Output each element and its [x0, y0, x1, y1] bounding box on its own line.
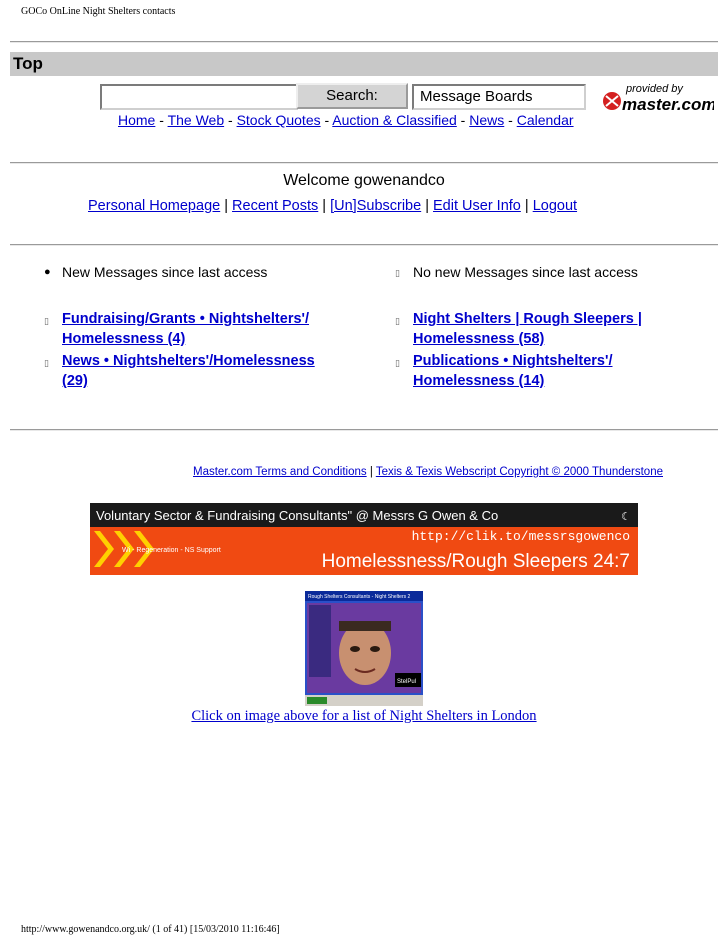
- user-links: [88, 198, 577, 214]
- footer-links: [193, 466, 663, 478]
- banner-small-text: Wi - Regeneration - NS Support: [122, 547, 221, 554]
- board-night-shelters[interactable]: Night Shelters | Rough Sleepers | Homelessness (58): [413, 311, 642, 347]
- personal-homepage-link[interactable]: Personal Homepage: [88, 198, 221, 214]
- nav-links: [118, 112, 574, 128]
- nav-sep: -: [504, 112, 517, 128]
- top-label: Top: [13, 54, 43, 73]
- search-button[interactable]: Search:: [296, 83, 408, 109]
- no-new-messages-icon: ▯: [395, 268, 400, 278]
- nav-sep: -: [155, 112, 168, 128]
- provider-line1: provided by: [626, 83, 683, 95]
- nav-calendar[interactable]: Calendar: [516, 112, 574, 128]
- divider: [10, 162, 718, 164]
- nav-sep: -: [320, 112, 333, 128]
- divider: [10, 41, 718, 43]
- new-messages-label: New Messages since last access: [62, 264, 268, 280]
- board-icon: ▯: [44, 358, 49, 368]
- terms-link[interactable]: Master.com Terms and Conditions: [193, 466, 367, 478]
- nav-sep: -: [456, 112, 470, 128]
- board-fundraising-grants[interactable]: Fundraising/Grants • Nightshelters'/ Homelessness (4): [62, 311, 310, 347]
- board-icon: ▯: [395, 316, 400, 326]
- board-icon: ▯: [44, 316, 49, 326]
- top-bar: [10, 52, 718, 76]
- nav-auction[interactable]: Auction & Classified: [332, 112, 457, 128]
- nav-sep: -: [224, 112, 237, 128]
- night-shelters-photo[interactable]: [305, 591, 423, 706]
- banner-url-text: http://clik.to/messrsgowenco: [411, 529, 630, 544]
- subscribe-link[interactable]: [Un]Subscribe: [330, 198, 422, 214]
- welcome-message: Welcome gowenandco: [283, 172, 445, 189]
- new-messages-bullet-icon: ●: [44, 266, 51, 278]
- board-publications[interactable]: Publications • Nightshelters'/ Homelessness (14): [413, 353, 613, 389]
- board-news[interactable]: News • Nightshelters'/Homelessness (29): [62, 353, 315, 389]
- provider-line2: master.com: [622, 95, 714, 114]
- photo-caption-link[interactable]: Click on image above for a list of Night Shelters in London: [191, 708, 537, 724]
- copyright-link[interactable]: Texis & Texis Webscript Copyright © 2000 Thunderstone: [375, 466, 663, 478]
- nav-the-web[interactable]: The Web: [167, 112, 225, 128]
- board-icon: ▯: [395, 358, 400, 368]
- link-sep: |: [366, 466, 376, 478]
- link-sep: |: [421, 198, 434, 214]
- photo-title-text: Rough Shelters Consultants - Night Shelters 2: [308, 594, 411, 600]
- edit-user-info-link[interactable]: Edit User Info: [433, 198, 521, 214]
- link-sep: |: [220, 198, 233, 214]
- recent-posts-link[interactable]: Recent Posts: [232, 198, 319, 214]
- nav-news[interactable]: News: [469, 112, 505, 128]
- no-new-messages-label: No new Messages since last access: [413, 264, 638, 280]
- moon-icon: ☾: [621, 511, 631, 523]
- link-sep: |: [520, 198, 533, 214]
- photo-badge-text: StelPul: [397, 679, 417, 685]
- consultants-banner[interactable]: [90, 503, 638, 575]
- link-sep: |: [318, 198, 331, 214]
- logout-link[interactable]: Logout: [532, 198, 578, 214]
- banner-top-text: Voluntary Sector & Fundraising Consultants" @ Messrs G Owen & Co: [96, 508, 499, 523]
- divider: [10, 244, 718, 246]
- search-scope-select[interactable]: Message Boards: [412, 84, 586, 110]
- search-input[interactable]: [100, 84, 298, 110]
- nav-stock-quotes[interactable]: Stock Quotes: [236, 112, 321, 128]
- print-header: GOCo OnLine Night Shelters contacts: [21, 6, 176, 17]
- nav-home[interactable]: Home: [118, 112, 156, 128]
- banner-main-text: Homelessness/Rough Sleepers 24:7: [321, 551, 630, 572]
- divider: [10, 429, 718, 431]
- print-footer: http://www.gowenandco.org.uk/ (1 of 41) [15/03/2010 11:16:46]: [21, 924, 280, 935]
- master-logo[interactable]: [602, 82, 714, 114]
